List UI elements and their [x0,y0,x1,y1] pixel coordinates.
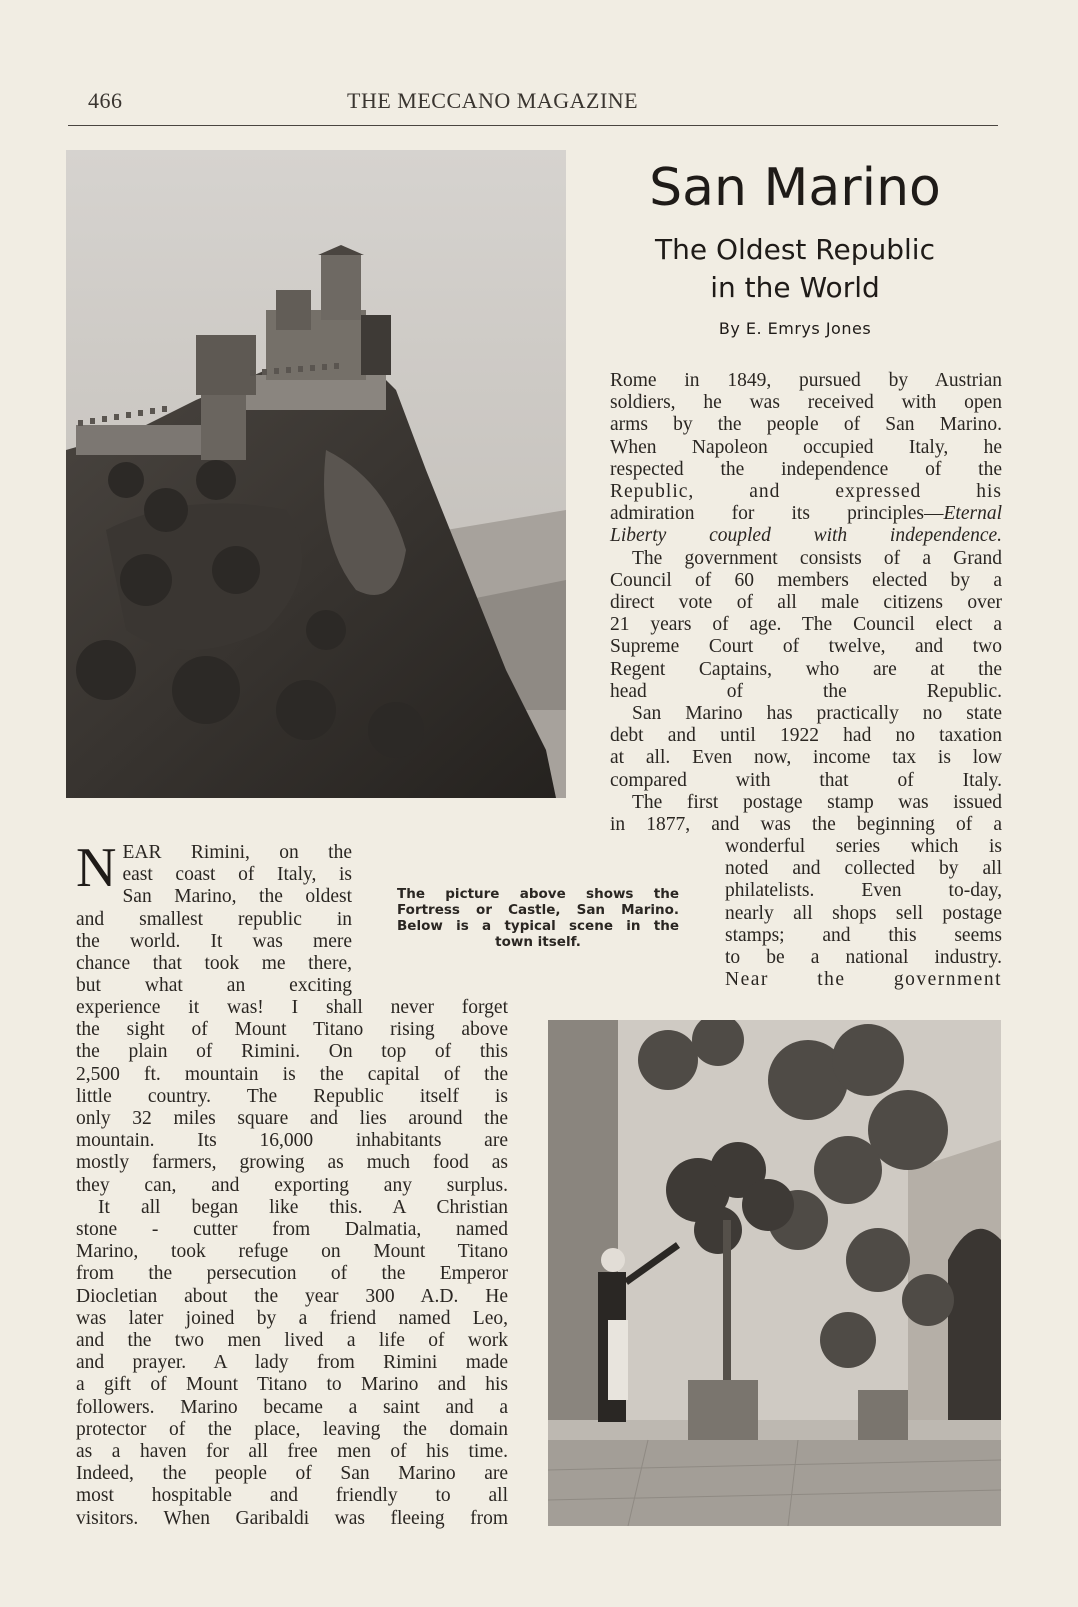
right-line: wonderful series which is [725,836,1002,857]
right-line: When Napoleon occupied Italy, he [610,436,1002,458]
left-line: from the persecution of the Emperor [76,1263,508,1285]
article-subtitle-line2: in the World [710,271,880,304]
left-line: and smallest republic in [76,908,352,930]
left-line: only 32 miles square and lies around the [76,1108,508,1130]
left-line: visitors. When Garibaldi was fleeing from [76,1507,508,1529]
right-line: head of the Republic. [610,680,1002,702]
header-rule [68,125,998,126]
left-line: they can, and exporting any surplus. [76,1174,508,1196]
drop-cap: N [76,837,117,899]
right-line: Liberty coupled with independence. [610,525,1002,547]
right-line: direct vote of all male citizens over [610,592,1002,614]
left-line: little country. The Republic itself is [76,1085,508,1107]
caption-line: Fortress or Castle, San Marino. [397,902,679,918]
left-line: the sight of Mount Titano rising above [76,1019,508,1041]
right-line: Regent Captains, who are at the [610,658,1002,680]
left-line: mostly farmers, growing as much food as [76,1152,508,1174]
right-line-with-italic: admiration for its principles—Eternal [610,503,1002,525]
left-line: the world. It was mere [76,930,352,952]
left-line: mountain. Its 16,000 inhabitants are [76,1130,508,1152]
left-line: but what an exciting [76,975,352,997]
left-line: and prayer. A lady from Rimini made [76,1352,508,1374]
left-line: chance that took me there, [76,953,352,975]
fortress-photo [66,150,566,798]
right-line: soldiers, he was received with open [610,392,1002,414]
left-line: was later joined by a friend named Leo, [76,1307,508,1329]
right-line: Council of 60 members elected by a [610,569,1002,591]
article-title: San Marino [649,158,941,218]
right-column-narrow [725,836,1002,991]
left-line: followers. Marino became a saint and a [76,1396,508,1418]
left-line: stone - cutter from Dalmatia, named [76,1219,508,1241]
left-line: and the two men lived a life of work [76,1330,508,1352]
left-line: east coast of Italy, is [122,864,352,886]
right-line: compared with that of Italy. [610,769,1002,791]
caption-line: Below is a typical scene in the [397,918,679,934]
right-line: Republic, and expressed his [610,481,1002,503]
left-line: Diocletian about the year 300 A.D. He [76,1285,508,1307]
right-line: noted and collected by all [725,858,1002,880]
right-line: stamps; and this seems [725,924,1002,946]
left-line: as a haven for all free men of his time. [76,1441,508,1463]
left-line: experience it was! I shall never forget [76,997,508,1018]
right-line: philatelists. Even to-day, [725,880,1002,902]
left-line: protector of the place, leaving the domain [76,1418,508,1440]
left-line: most hospitable and friendly to all [76,1485,508,1507]
article-byline: By E. Emrys Jones [718,319,872,338]
right-line: 21 years of age. The Council elect a [610,614,1002,636]
right-line: The first postage stamp was issued [632,791,1002,813]
right-line: nearly all shops sell postage [725,902,1002,924]
italic-word: Eternal [943,503,1002,525]
right-line: arms by the people of San Marino. [610,414,1002,436]
right-line: Near the government [725,969,1002,991]
magazine-title: THE MECCANO MAGAZINE [347,88,639,113]
left-line: San Marino, the oldest [122,886,352,908]
photo-caption [397,886,679,950]
caption-line: town itself. [495,934,581,950]
left-line: 2,500 ft. mountain is the capital of the [76,1063,508,1085]
right-line: debt and until 1922 had no taxation [610,725,1002,747]
right-column [610,370,1002,836]
article-subtitle-line1: The Oldest Republic [655,233,935,266]
right-line: San Marino has practically no state [632,703,1002,725]
left-line: It all began like this. A Christian [98,1196,508,1218]
left-column-wide [76,997,508,1530]
page-number: 466 [88,88,123,113]
left-line: the plain of Rimini. On top of this [76,1041,508,1063]
left-column-narrow [76,837,352,997]
town-scene-photo [548,1020,1001,1526]
right-line: The government consists of a Grand [632,547,1002,569]
left-line: a gift of Mount Titano to Marino and his [76,1374,508,1396]
right-line: Supreme Court of twelve, and two [610,636,1002,658]
right-line: respected the independence of the [610,458,1002,480]
right-line: at all. Even now, income tax is low [610,747,1002,769]
right-line: to be a national industry. [725,947,1002,969]
right-line: in 1877, and was the beginning of a [610,814,1002,836]
left-line: Indeed, the people of San Marino are [76,1463,508,1485]
left-line: Marino, took refuge on Mount Titano [76,1241,508,1263]
right-line: Rome in 1849, pursued by Austrian [610,370,1002,391]
caption-line: The picture above shows the [397,886,679,902]
left-line: EAR Rimini, on the [122,842,352,863]
